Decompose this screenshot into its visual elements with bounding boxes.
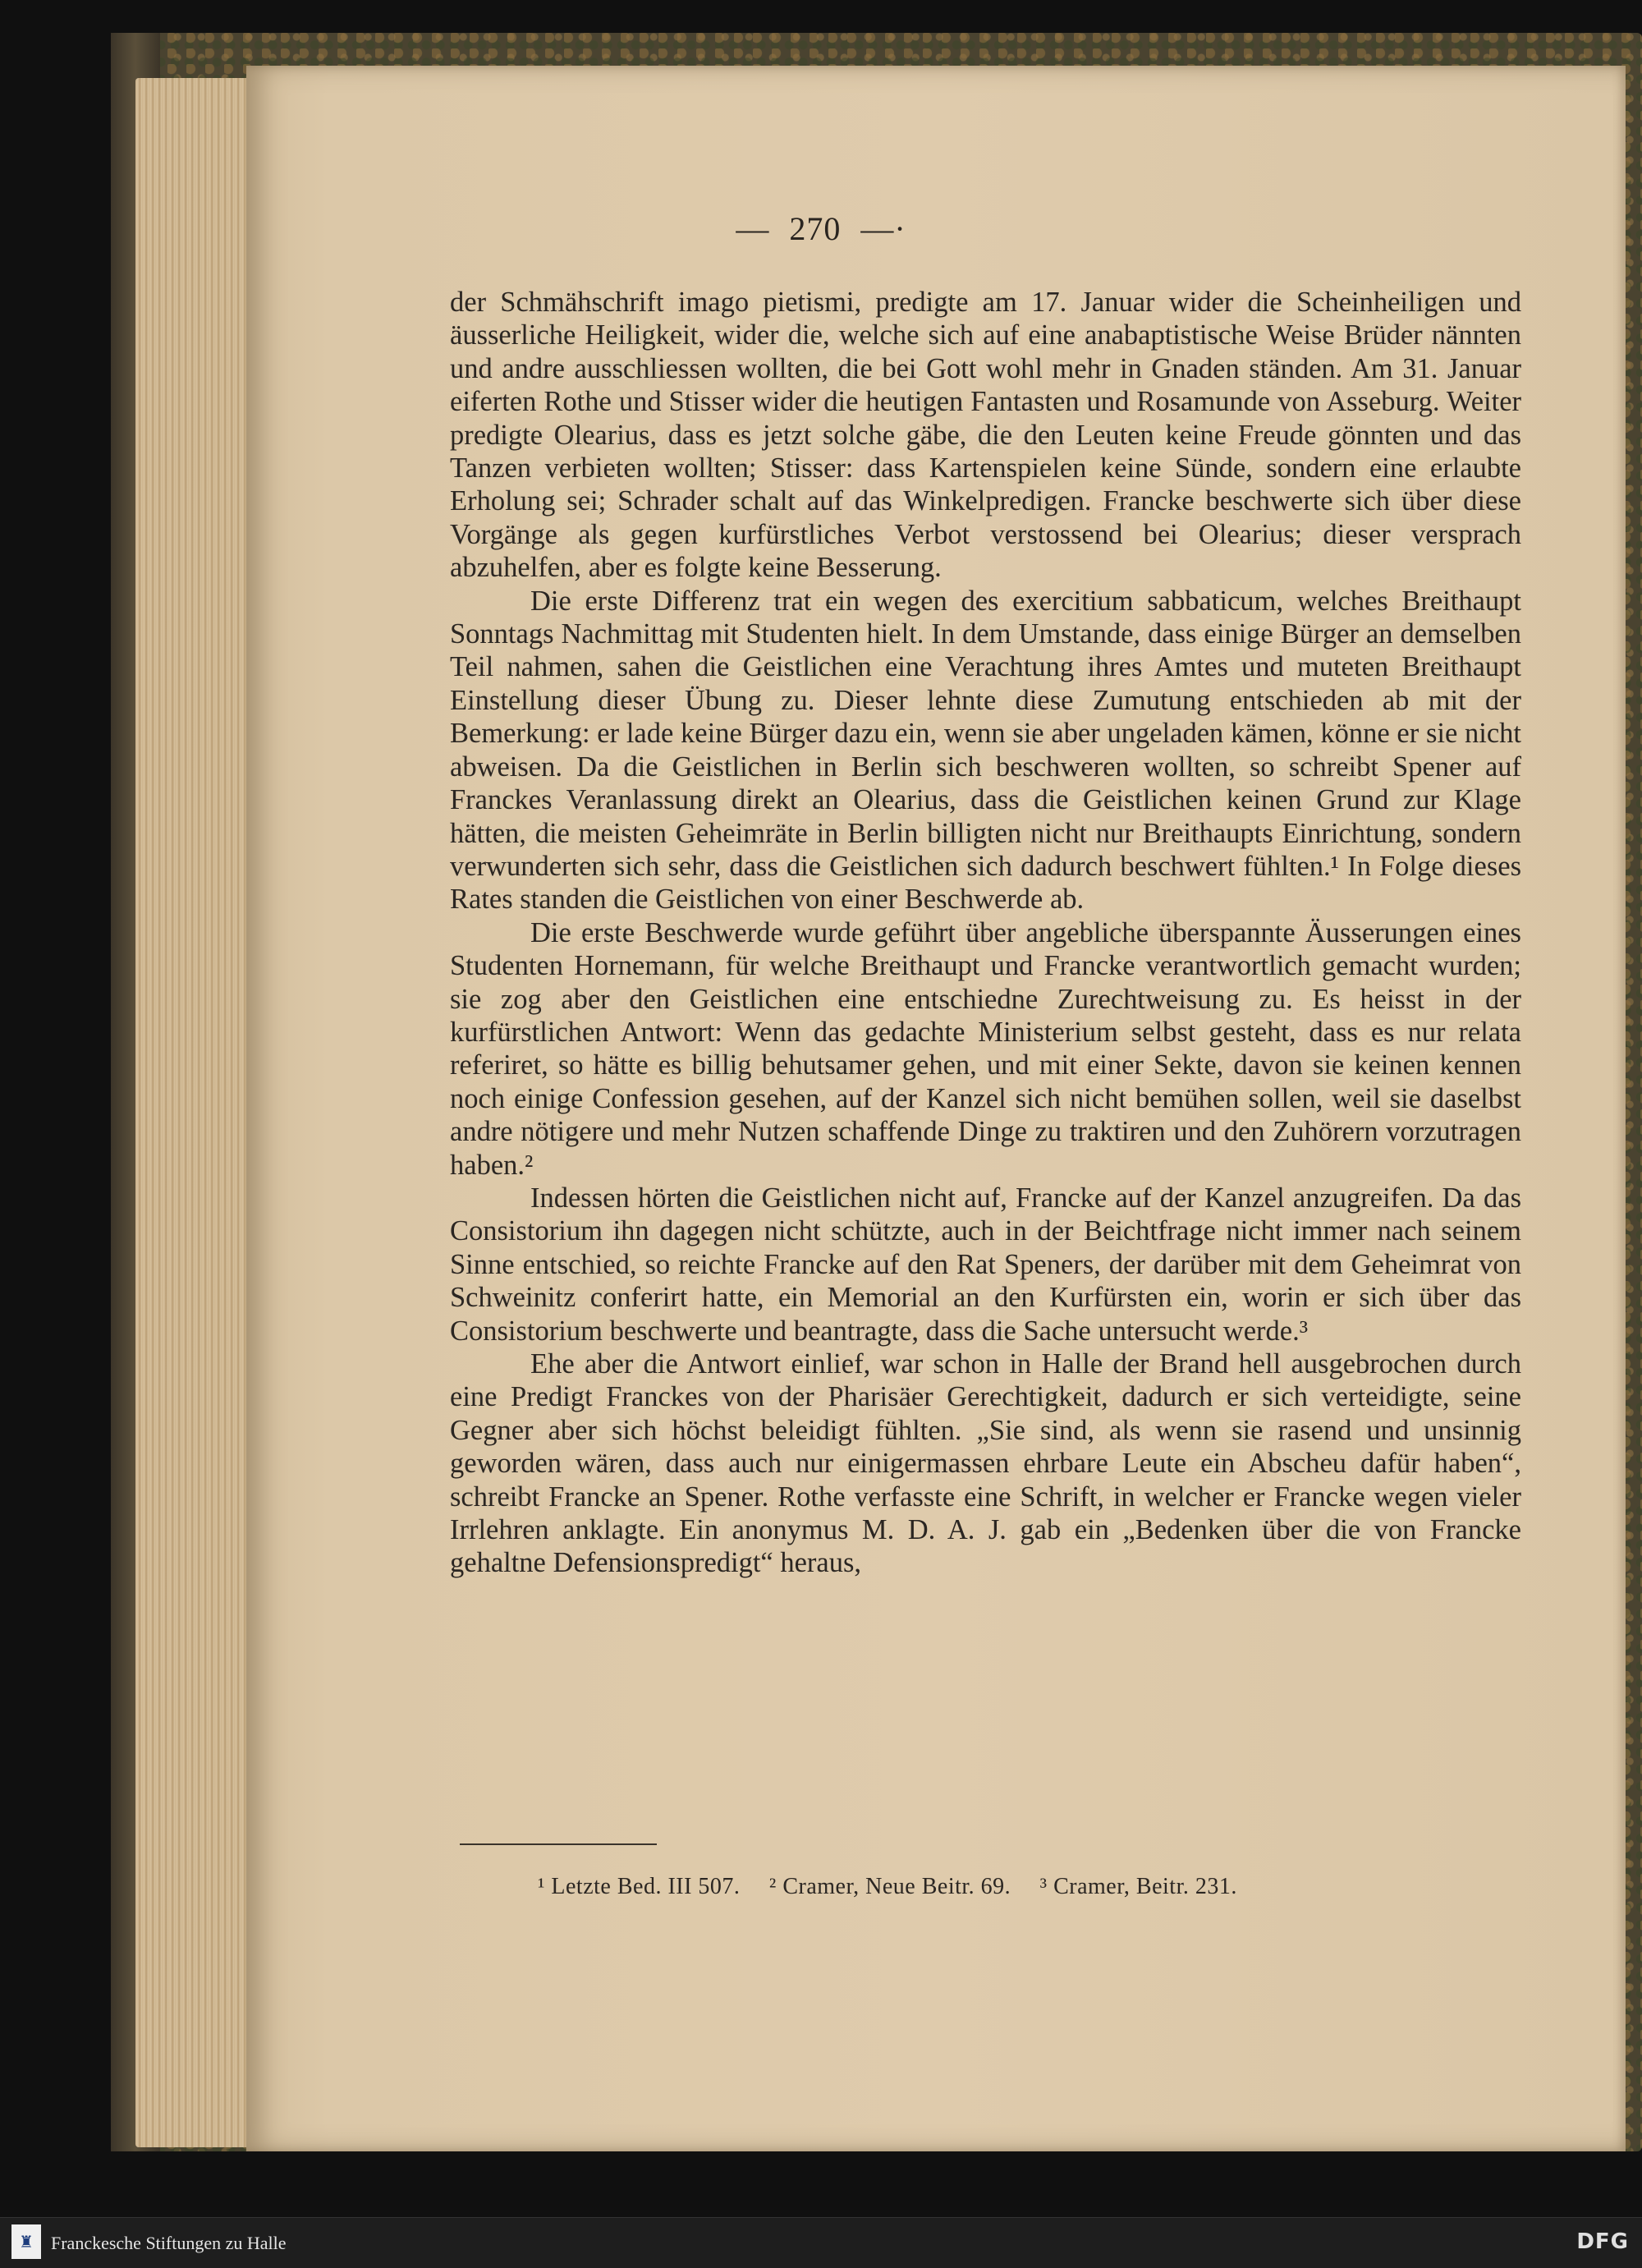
footnote-1: ¹ Letzte Bed. III 507. — [538, 1874, 741, 1899]
footnote-2: ² Cramer, Neue Beitr. 69. — [768, 1874, 1011, 1899]
footnote-3: ³ Cramer, Beitr. 231. — [1039, 1874, 1237, 1899]
paragraph: Ehe aber die Antwort einlief, war schon in Halle der Brand hell ausgebrochen durch eine Predigt Franckes von der Pharisäer Gerechtigkeit, dadurch er sich verteidigte, seine Gegner aber sich höchst beleidigt fühlten. „Sie sind, als wenn sie rasend und unsinnig geworden wären, dass auch nur einigermassen ehrbare Leute ein Abscheu dafür haben“, schreibt Francke an Spener. Rothe verfasste eine Schrift, in welcher er Francke wegen vieler Irrlehren anklagte. Ein anonymus M. D. A. J. gab ein „Bedenken über die von Francke gehaltne Defensionspredigt“ heraus, — [450, 1348, 1521, 1579]
page-number-dash-left: — — [736, 210, 770, 247]
institution-name[interactable]: Franckesche Stiftungen zu Halle — [51, 2233, 287, 2253]
institution-logo-icon[interactable]: ♜ — [11, 2224, 41, 2259]
viewer-footer-bar — [0, 2217, 1642, 2268]
footnote-divider — [460, 1843, 657, 1845]
paragraph: Indessen hörten die Geistlichen nicht auf, Francke auf der Kanzel anzugreifen. Da das Consistorium ihn dagegen nicht schützte, auch in der Beichtfrage nicht immer nach seinem Sinne entschied, so reichte Francke auf den Rat Speners, der darüber mit dem Geheimrat von Schweinitz conferirt hatte, ein Memorial an den Kurfürsten ein, worin er sich über das Consistorium beschwerte und beantragte, dass die Sache untersucht werde.³ — [450, 1182, 1521, 1347]
page-number-value: 270 — [789, 210, 842, 247]
page-number-dash-right: —· — [860, 210, 906, 247]
footnotes — [538, 1874, 1523, 1900]
page-number — [0, 209, 1642, 248]
paragraph: Die erste Differenz trat ein wegen des exercitium sabbaticum, welches Breithaupt Sonntags Nachmittag mit Studenten hielt. In dem Umstande, dass einige Bürger an demselben Teil nahmen, sahen die Geistlichen eine Verachtung ihres Amtes und muteten Breithaupt Einstellung dieser Übung zu. Dieser lehnte diese Zumutung entschieden ab mit der Bemerkung: er lade keine Bürger dazu ein, wenn sie aber ungeladen kämen, könne er sie nicht abweisen. Da die Geistlichen in Berlin sich beschweren wollten, so schreibt Spener auf Franckes Veranlassung direkt an Olearius, dass die Geistlichen keinen Grund zur Klage hätten, die meisten Geheimräte in Berlin billigten nicht nur Breithaupts Einrichtung, sondern verwunderten sich sehr, dass die Geistlichen sich dadurch beschwert fühlten.¹ In Folge dieses Rates standen die Geistlichen von einer Beschwerde ab. — [450, 585, 1521, 916]
paragraph: Die erste Beschwerde wurde geführt über angebliche überspannte Äusserungen eines Studenten Hornemann, für welche Breithaupt und Francke verantwortlich gemacht wurden; sie zog aber den Geistlichen eine entschiedne Zurechtweisung zu. Es heisst in der kurfürstlichen Antwort: Wenn das gedachte Ministerium selbst gesteht, dass es nur relata referiret, so hätte es billig behutsamer gehen, und mit einer Sekte, davon sie keinen kennen noch einige Confession gesehen, auf der Kanzel sich nicht bemühen sollen, weil sie daselbst andre nötigere und mehr Nutzen schaffende Dinge zu traktiren und den Zuhörern vorzutragen haben.² — [450, 916, 1521, 1181]
dfg-logo[interactable]: DFG — [1576, 2229, 1629, 2254]
body-text — [450, 286, 1521, 1580]
paragraph: der Schmähschrift imago pietismi, predigte am 17. Januar wider die Scheinheiligen und äusserliche Heiligkeit, wider die, welche sich auf eine anabaptistische Weise Brüder nännten und andre ausschliessen wollten, die bei Gott wohl mehr in Gnaden ständen. Am 31. Januar eiferten Rothe und Stisser wider die heutigen Fantasten und Rosamunde von Asseburg. Weiter predigte Olearius, dass es jetzt solche gäbe, die den Leuten keine Freude gönnten und das Tanzen verbieten wollten; Stisser: dass Kartenspielen keine Sünde, sondern eine erlaubte Erholung sei; Schrader schalt auf das Winkelpredigen. Francke beschwerte sich über diese Vorgänge als gegen kurfürstliches Verbot verstossend bei Olearius; dieser versprach abzuhelfen, aber es folgte keine Besserung. — [450, 287, 1521, 584]
